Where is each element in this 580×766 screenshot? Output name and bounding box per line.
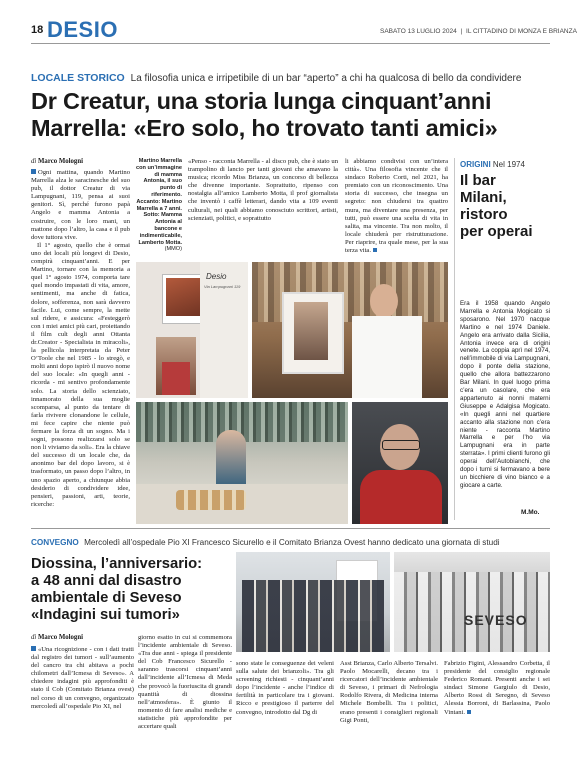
article2-headline-line2: a 48 anni dal disastro: [31, 573, 182, 589]
article1-headline: [31, 88, 498, 142]
article2-col2-text: giorno esatto in cui si commemora l’incidente ambientale di Seveso. «Tra due anni - spiega il presidente del Cob Francesco Sicurello - saranno trascorsi cinquant’anni dall’incidente all’Icmesa di Meda che provocò la fuoriuscita di grandi quantità di diossina nell’atmosfera». È giunto il momento di fare analisi mediche e statistiche più approfondite per accertare quali: [138, 634, 232, 731]
photo-motta-shirt: [360, 470, 442, 524]
article1-byline: [31, 158, 83, 165]
sidebar-divider: [454, 158, 455, 520]
article2-col5-text: Fabrizio Figini, Alessandro Corbetta, il presidente del consiglio regionale Federico Romani. Presenti anche i sei sindaci Simone Gargiulo di Desio, Alberto Rossi di Seregno, di Seveso Alessia Borroni, di Barlassina, Paolo Vintani.: [444, 660, 550, 716]
byline-name: Marco Mologni: [38, 158, 83, 165]
article1-col1: [31, 169, 130, 525]
article2-col4-text: Asst Brianza, Carlo Alberto Tersalvi. Paolo Mocarelli, decano tra i ricercatori dell’incidente ambientale di Seveso, i primari di Nefrologia Rodolfo Rivera, di Medicina interna Michele Bombelli. Tra i politici, erano presenti i consiglieri regionali Gigi Ponti,: [340, 660, 438, 724]
caption-credit: (MMO): [164, 246, 182, 253]
photo-man-shirt: [352, 316, 422, 398]
photo-conference-group: [236, 552, 390, 652]
photo-man-head: [370, 284, 398, 318]
newspaper-name: IL CITTADINO DI MONZA E BRIANZA: [466, 28, 577, 35]
article1-col3: [188, 158, 338, 258]
article2-headline-line1: Diossina, l’anniversario:: [31, 556, 203, 572]
article1-kicker-line: [31, 72, 521, 84]
photo-woman: [216, 430, 246, 490]
date-text: SABATO 13 LUGLIO 2024: [380, 28, 457, 35]
paragraph-marker-icon: [31, 169, 36, 174]
photo-lamberto-motta: [352, 402, 448, 524]
article2-kicker-line: [31, 538, 500, 547]
photo-bar-counter: [136, 402, 348, 524]
photo-seveso-sign: SEVESO: [464, 612, 528, 628]
article1-kicker-text: La filosofia unica e irripetibile di un bar “aperto” a chi ha qualcosa di bello da condividere: [130, 73, 522, 84]
article1-col4: [345, 158, 448, 263]
caption-text: Martino Marrella con un’immagine di mamma Antonia, il suo punto di riferimento. Accanto: Martino Marrella a 7 anni. Sotto: Mamma Antonia al bancone e indimenticabile, Lamberto Motta.: [136, 158, 182, 246]
article2-headline: [31, 556, 202, 624]
article2-col5: [444, 660, 550, 734]
sidebar-signature: M.Mo.: [521, 509, 540, 516]
sign-text: Desio: [206, 272, 227, 281]
article1-headline-line2: Marrella: «Ero solo, ho trovato tanti amici»: [31, 115, 498, 141]
sign-subtext: Via Lampugnani 119: [204, 284, 241, 289]
end-marker-icon: [373, 248, 377, 252]
article2-col2: [138, 634, 232, 734]
photo-bar-sign: [200, 262, 248, 398]
byline-prefix: di: [31, 158, 37, 165]
sidebar-title-line3: ristoro: [460, 206, 508, 223]
article1-caption: [136, 158, 182, 253]
article2-col1: [31, 646, 134, 734]
article1-col1-p1: Ogni mattina, quando Martino Marrella alza le saracinesche del suo pub, il dottor Creatur di via Lampugnani, 119, pensa ai suoi genitori. Sì, perché furono papà Angelo e mamma Antonia a costruire, con le loro mani, un mattone dopo l’altro, la casa e il pub dove tuttora vive.: [31, 169, 130, 241]
end-marker-icon-2: [467, 710, 471, 714]
article2-kicker: CONVEGNO: [31, 538, 79, 547]
sidebar-kicker: ORIGINI: [460, 160, 491, 169]
article1-kicker: LOCALE STORICO: [31, 72, 125, 84]
photo-pastries: [176, 490, 246, 510]
article-separator: [31, 528, 550, 529]
photo-seveso-historic: [394, 552, 550, 652]
page-number: 18: [31, 24, 44, 36]
byline2-name: Marco Mologni: [38, 634, 83, 641]
sidebar-body: [460, 300, 550, 508]
sidebar-kicker-line: [460, 160, 525, 169]
article2-kicker-text: Mercoledì all’ospedale Pio XI Francesco Sicurello e il Comitato Brianza Ovest hanno dedicato una giornata di studi: [84, 538, 500, 547]
photo-held-portrait-face: [294, 302, 328, 360]
header-divider: |: [460, 28, 463, 35]
article1-col3-p1: «Penso - racconta Marrella - al disco pub, che è stato un trampolino di lancio per tanti giovani che amavano la musica; ricordo Miss Brianza, un concorso di bellezza che divenne importante. Soprattutto, ripenso con nostalgia all’amico Lamberto Motta, il prof giornalista che inventò i caffè letterari, dando vita a 109 eventi culturali, nei quali abbiamo conosciuto scrittori, artisti, scienziati, politici, e soprattutto: [188, 158, 338, 222]
article2-headline-line4: «Indagini sui tumori»: [31, 607, 180, 623]
article1-col1-p2: Il 1° agosto, quello che è ormai uno dei locali più longevi di Desio, compirà cinquant’anni. E per Martino, tornare con la memoria a quel 1° agosto 1974, comporta tare quel mondo impastati di vita, amore, sentimenti, ma anche di fatica, dolore, sofferenza, non sarà davvero facile. Lui, come sempre, la mette sul ridere, e assicura: «Festeggerò con i miei amici più cari, proiettando il film cult degli anni Ottanta dr.Creator - Specialista in miracoli», la pellicola interpretata da Peter O’Toole che nel 1985 - lo stregò, e molti anni dopo ispirò il nuovo nome del suo locale: «In quegli anni - ricorda - mi sentivo profondamente solo. La storia dello scienziato, innamorato della sua moglie scomparsa, al punto da tentare di farla rivivere clonandone le cellule, mi fece capire che niente può fermare la forza di un sogno. Ma i sogni, possono realizzarsi solo se non li viviamo da soli». Era la chiave del successo di un locale che, da anonimo bar del dopo lavoro, si è trasformato, un passo dopo l’altro, in uno spazio aperto, a chiunque abbia desiderio di condividere idee, pensieri, passioni, arti, teorie, ricerche:: [31, 241, 130, 508]
sidebar-title-line4: per operai: [460, 223, 533, 240]
article2-col4: [340, 660, 438, 734]
article2-headline-line3: ambientale di Seveso: [31, 590, 182, 606]
article1-col4-p1: li abbiamo condivisi con un’intera città». Una filosofia vincente che il sindaco Roberto Corti, nel 2021, ha premiato con un riconoscimento. Una storia di successo, che insegna un segreto: non chiudersi tra quattro mura, ma diventare una presenza, per tutti, può essere una scelta di vita in salita, ma vincente. Tra non molto, il locale chiuderà per ristrutturazione. Per riaprire, tra quale mese, per la sua terza vita.: [345, 158, 448, 255]
article2-col3: [236, 660, 334, 734]
article2-byline: [31, 634, 83, 641]
article2-col3-text: sono state le conseguenze dei veleni sulla salute dei brianzoli». Tra gli screening richiesti - cinquant’anni dopo l’incidente - anche l’indice di fertilità in particolare tra i giovani. Ricco e prestigioso il parterre del convegno, introdotto dal Dg di: [236, 660, 334, 716]
sidebar-title-line1: Il bar: [460, 172, 496, 189]
header-date: [380, 28, 577, 35]
sidebar-body-text: Era il 1958 quando Angelo Marrella e Antonia Mogicato si sposarono. Nel 1970 nacque Martino e nel 1974 Daniele. Angelo era arrivato dalla Sicilia, Antonia invece era di origini venete. La coppia aprì nel 1974, nell’immobile di via Lampugnani, dopo il ponte della stazione, quello che allora battezzarono Bar Milani. In quel luogo prima c’era un casolare, che era appartenuto ai nonni materni Giuseppe e Adalgisa Mogicato. «In quegli anni nel quartiere accanto alla stazione non c’era niente - racconta Martino Marrella e per l’ho via Lampugnani era in parte sterrata». I primi clienti furono gli operai dell’Autobianchi, che dopo i turni si fermavano a bere un bicchiere di vino bianco e a giocare a carte.: [460, 300, 550, 489]
paragraph-marker-icon-2: [31, 646, 36, 651]
article1-headline-line1: Dr Creatur, una storia lunga cinquant’anni: [31, 88, 492, 114]
article2-col1-text: «Una ricognizione - con i dati tratti dal registro dei tumori - sull’aumento del cancro tra chi abitava a pochi chilometri dall’Icmesa di Seveso». A chiedere indagini più approfonditi è stato il Cob (Comitato Brianza ovest) nel corso di un convegno, organizzato mercoledì all’ospedale Pio XI, nel: [31, 646, 134, 710]
photo-martino-bar: [252, 262, 448, 398]
header-rule: [31, 43, 550, 44]
sidebar-title-line2: Milani,: [460, 189, 507, 206]
photo-shirt-detail: [162, 362, 190, 395]
sidebar-kicker-text: Nel 1974: [492, 160, 525, 169]
photo-people: [242, 580, 384, 652]
section-title: DESIO: [47, 17, 118, 42]
byline2-prefix: di: [31, 634, 37, 641]
sidebar-title: [460, 172, 533, 240]
photo-motta-glasses: [382, 440, 420, 450]
